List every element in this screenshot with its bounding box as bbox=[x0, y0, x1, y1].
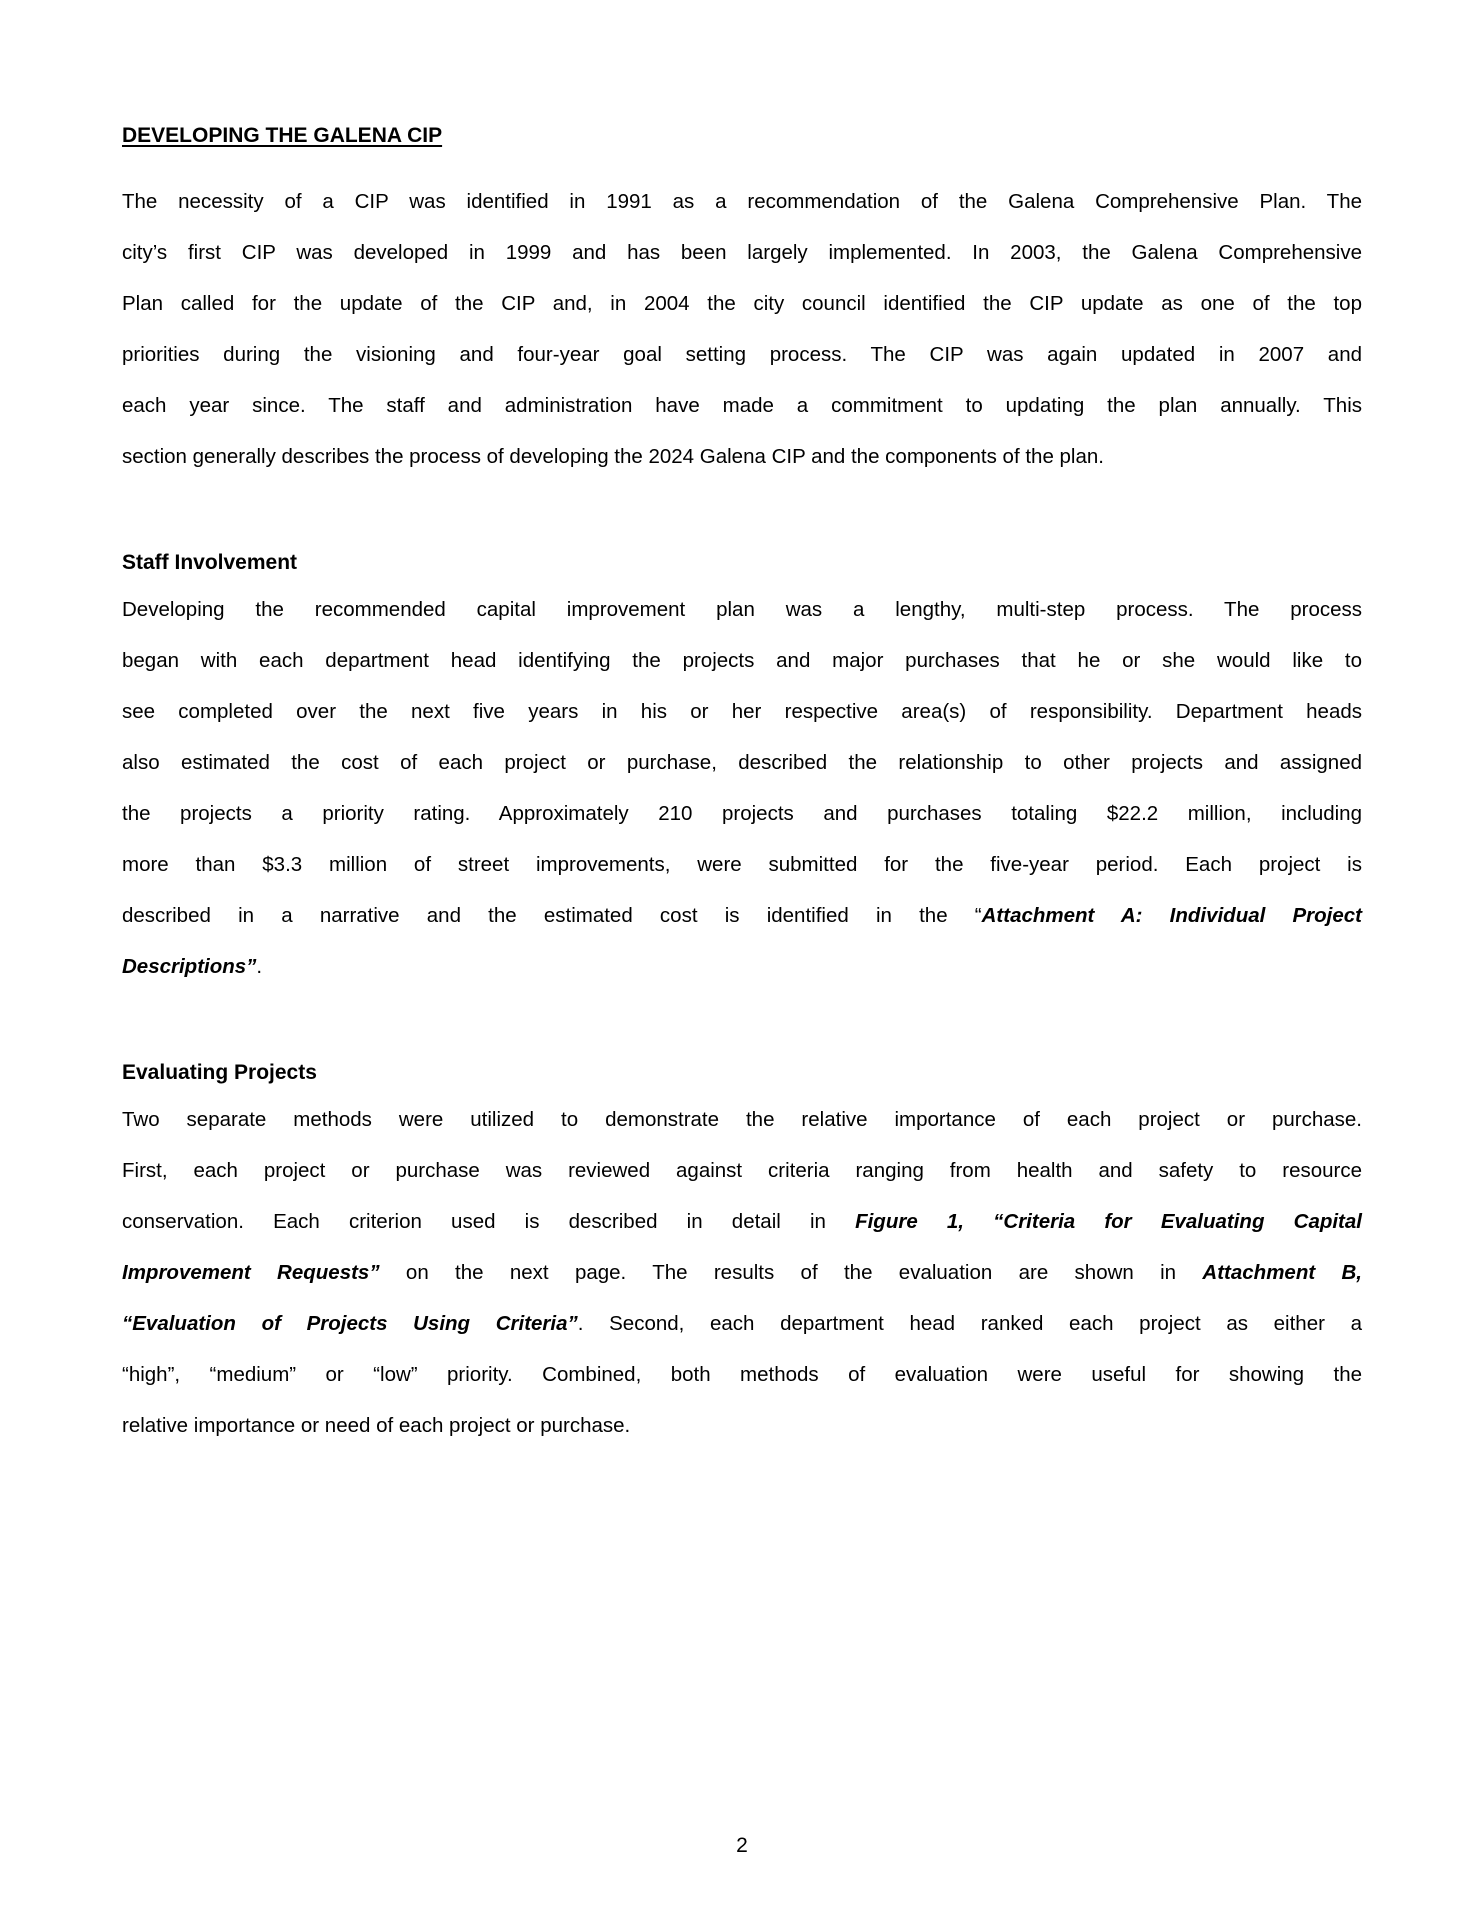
page-number: 2 bbox=[736, 1834, 748, 1857]
section-heading-staff-involvement: Staff Involvement bbox=[122, 551, 298, 574]
paragraph-line: see completed over the next five years in his or her respective area(s) of responsibility. Department heads bbox=[122, 700, 1362, 723]
evaluating-projects-paragraph bbox=[122, 1094, 1362, 1451]
paragraph-line: more than $3.3 million of street improvements, were submitted for the five-year period. Each project is bbox=[122, 853, 1362, 876]
attachment-a-reference-end: Descriptions” bbox=[122, 955, 257, 978]
paragraph-line: relative importance or need of each project or purchase. bbox=[122, 1414, 631, 1437]
page-title: DEVELOPING THE GALENA CIP bbox=[122, 124, 443, 147]
attachment-b-reference: Attachment B, bbox=[1202, 1261, 1363, 1284]
figure-1-reference-end: Improvement Requests” bbox=[122, 1261, 380, 1284]
paragraph-line: Improvement Requests” on the next page. The results of the evaluation are shown in Attachment B, bbox=[122, 1261, 1363, 1284]
paragraph-line: described in a narrative and the estimated cost is identified in the “Attachment A: Individual Project bbox=[122, 904, 1363, 927]
paragraph-line: city’s first CIP was developed in 1999 and has been largely implemented. In 2003, the Galena Comprehensive bbox=[122, 241, 1362, 264]
attachment-a-reference: Attachment A: Individual Project bbox=[981, 904, 1363, 927]
paragraph-line: Descriptions”. bbox=[122, 955, 263, 978]
paragraph-line: Plan called for the update of the CIP and, in 2004 the city council identified the CIP update as one of the top bbox=[122, 292, 1362, 315]
paragraph-line: began with each department head identifying the projects and major purchases that he or she would like to bbox=[122, 649, 1362, 672]
figure-1-reference: Figure 1, “Criteria for Evaluating Capital bbox=[855, 1210, 1362, 1233]
paragraph-line: section generally describes the process of developing the 2024 Galena CIP and the components of the plan. bbox=[122, 445, 1104, 468]
paragraph-line: the projects a priority rating. Approximately 210 projects and purchases totaling $22.2 million, including bbox=[122, 802, 1362, 825]
paragraph-line: The necessity of a CIP was identified in 1991 as a recommendation of the Galena Comprehensive Plan. The bbox=[122, 190, 1362, 213]
paragraph-line: “Evaluation of Projects Using Criteria”. Second, each department head ranked each project as either a bbox=[122, 1312, 1362, 1335]
paragraph-line: conservation. Each criterion used is described in detail in Figure 1, “Criteria for Evaluating Capital bbox=[122, 1210, 1362, 1233]
paragraph-line: “high”, “medium” or “low” priority. Combined, both methods of evaluation were useful for showing the bbox=[122, 1363, 1362, 1386]
paragraph-line: Developing the recommended capital improvement plan was a lengthy, multi-step process. The process bbox=[122, 598, 1362, 621]
staff-involvement-paragraph bbox=[122, 584, 1362, 992]
paragraph-line: priorities during the visioning and four-year goal setting process. The CIP was again updated in 2007 and bbox=[122, 343, 1362, 366]
paragraph-line: each year since. The staff and administration have made a commitment to updating the plan annually. This bbox=[122, 394, 1362, 417]
attachment-b-title: “Evaluation of Projects Using Criteria” bbox=[122, 1312, 578, 1335]
paragraph-line: also estimated the cost of each project or purchase, described the relationship to other projects and assigned bbox=[122, 751, 1362, 774]
paragraph-line: Two separate methods were utilized to demonstrate the relative importance of each project or purchase. bbox=[122, 1108, 1362, 1131]
section-heading-evaluating-projects: Evaluating Projects bbox=[122, 1061, 317, 1084]
paragraph-line: First, each project or purchase was reviewed against criteria ranging from health and safety to resource bbox=[122, 1159, 1362, 1182]
intro-paragraph bbox=[122, 176, 1362, 482]
